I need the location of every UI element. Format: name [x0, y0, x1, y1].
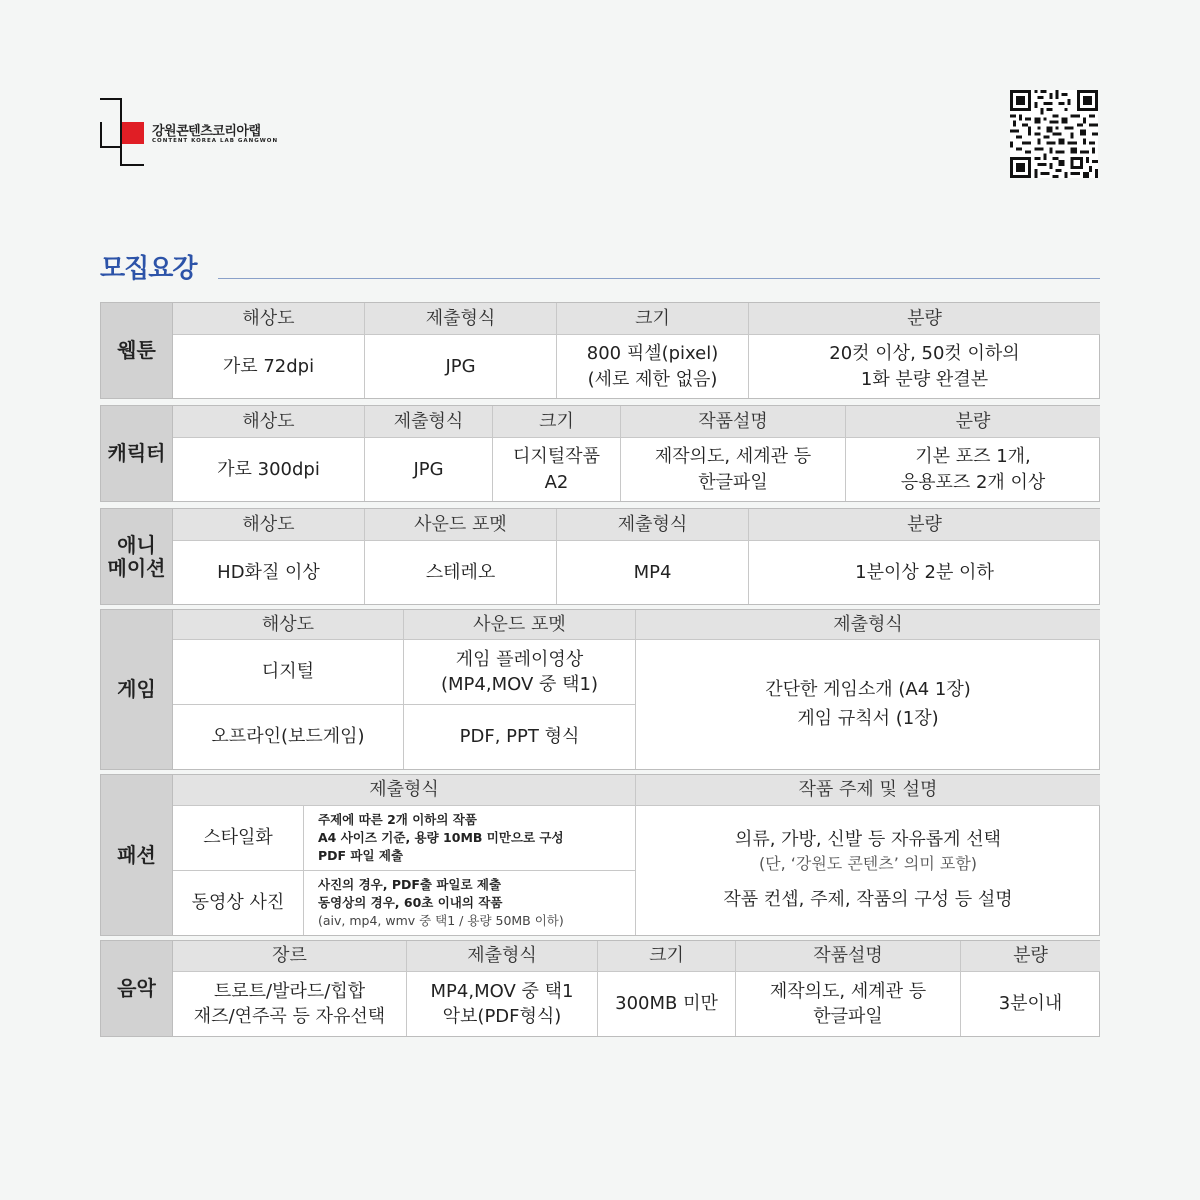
- value-cell: 제작의도, 세계관 등 한글파일: [736, 972, 961, 1036]
- detail-line: (aiv, mp4, wmv 중 택1 / 용량 50MB 이하): [318, 913, 564, 929]
- header-cell: 해상도: [173, 509, 365, 541]
- header-cell: 분량: [846, 406, 1100, 438]
- header-cell: 작품설명: [621, 406, 846, 438]
- value-cell: 제작의도, 세계관 등 한글파일: [621, 438, 846, 501]
- value-cell: MP4: [557, 541, 749, 604]
- brand-subtitle: CONTENT KOREA LAB GANGWON: [152, 138, 279, 144]
- value-cell: 300MB 미만: [598, 972, 736, 1036]
- description-note: (단, ‘강원도 콘텐츠’ 의미 포함): [758, 853, 978, 873]
- logo-line: [120, 164, 144, 166]
- description-line: 작품 컨셉, 주제, 작품의 구성 등 설명: [723, 889, 1013, 911]
- header-cell: 크기: [493, 406, 621, 438]
- value-cell: 스테레오: [365, 541, 557, 604]
- value-cell: 800 픽셀(pixel) (세로 제한 없음): [557, 335, 749, 398]
- value-cell: 디지털작품 A2: [493, 438, 621, 501]
- value-cell: 가로 72dpi: [173, 335, 365, 398]
- detail-line: PDF 파일 제출: [318, 848, 404, 864]
- header-cell: 크기: [557, 303, 749, 335]
- header-cell: 작품설명: [736, 941, 961, 972]
- header-cell: 사운드 포멧: [404, 610, 636, 640]
- value-cell: JPG: [365, 335, 557, 398]
- logo-line: [100, 98, 122, 100]
- category-label: 음악: [101, 941, 173, 1036]
- logo-red-square: [122, 122, 144, 144]
- detail-line: A4 사이즈 기준, 용량 10MB 미만으로 구성: [318, 829, 564, 845]
- animation-table: [100, 508, 1100, 605]
- value-cell: MP4,MOV 중 택1 악보(PDF형식): [407, 972, 598, 1036]
- header-cell: 분량: [749, 303, 1100, 335]
- value-cell: JPG: [365, 438, 493, 501]
- value-cell: 1분이상 2분 이하: [855, 561, 994, 583]
- submit-line: 간단한 게임소개 (A4 1장): [765, 678, 971, 700]
- qr-code-icon[interactable]: [1010, 90, 1098, 178]
- game-table: [100, 609, 1100, 770]
- value-cell: 기본 포즈 1개, 응용포즈 2개 이상: [900, 446, 1046, 493]
- header-cell: 분량: [961, 941, 1100, 972]
- row-label: 동영상 사진: [173, 871, 304, 935]
- header-cell: 사운드 포멧: [365, 509, 557, 541]
- header-cell: 크기: [598, 941, 736, 972]
- header-cell: 제출형식: [636, 610, 1100, 640]
- category-label: 패션: [101, 775, 173, 935]
- value-cell: 3분이내: [998, 993, 1063, 1015]
- submit-cell: [636, 640, 1100, 769]
- header-cell: 제출형식: [173, 775, 636, 806]
- detail-line: 동영상의 경우, 60초 이내의 작품: [318, 894, 503, 910]
- value-cell: 오프라인(보드게임): [173, 705, 404, 769]
- header-cell: 분량: [749, 509, 1100, 541]
- webtoon-table: [100, 302, 1100, 399]
- header-cell: 제출형식: [365, 406, 493, 438]
- row-detail: [304, 871, 636, 935]
- value-cell: PDF, PPT 형식: [404, 705, 636, 769]
- logo-line: [100, 122, 102, 148]
- music-table: [100, 940, 1100, 1037]
- value-cell: HD화질 이상: [173, 541, 365, 604]
- fashion-table: [100, 774, 1100, 936]
- value-cell: 가로 300dpi: [173, 438, 365, 501]
- header-cell: 해상도: [173, 303, 365, 335]
- header-cell: 제출형식: [407, 941, 598, 972]
- description-line: 의류, 가방, 신발 등 자유롭게 선택: [734, 829, 1002, 851]
- category-label: 웹툰: [101, 303, 173, 398]
- value-cell: 게임 플레이영상 (MP4,MOV 중 택1): [404, 640, 636, 705]
- detail-line: 주제에 따른 2개 이하의 작품: [318, 811, 477, 827]
- value-cell: 디지털: [173, 640, 404, 705]
- header-cell: 해상도: [173, 610, 404, 640]
- header-cell: 장르: [173, 941, 407, 972]
- category-label: 게임: [101, 610, 173, 769]
- header-cell: 작품 주제 및 설명: [636, 775, 1100, 806]
- section-title: 모집요강: [100, 254, 197, 284]
- section-divider: [218, 278, 1100, 279]
- logo-line: [100, 146, 122, 148]
- header-cell: 제출형식: [557, 509, 749, 541]
- value-cell: 트로트/발라드/힙합 재즈/연주곡 등 자유선택: [173, 972, 407, 1036]
- category-label: 캐릭터: [101, 406, 173, 501]
- row-label: 스타일화: [173, 806, 304, 871]
- category-label: 애니 메이션: [101, 509, 173, 604]
- character-table: [100, 405, 1100, 502]
- brand-name: 강원콘텐츠코리아랩: [152, 124, 261, 139]
- submit-line: 게임 규칙서 (1장): [797, 707, 939, 729]
- row-detail: [304, 806, 636, 871]
- header-cell: 제출형식: [365, 303, 557, 335]
- description-cell: [636, 806, 1100, 935]
- detail-line: 사진의 경우, PDF출 파일로 제출: [318, 876, 502, 892]
- header-cell: 해상도: [173, 406, 365, 438]
- value-cell: 20컷 이상, 50컷 이하의 1화 분량 완결본: [829, 343, 1020, 390]
- brand-logo: [100, 98, 300, 168]
